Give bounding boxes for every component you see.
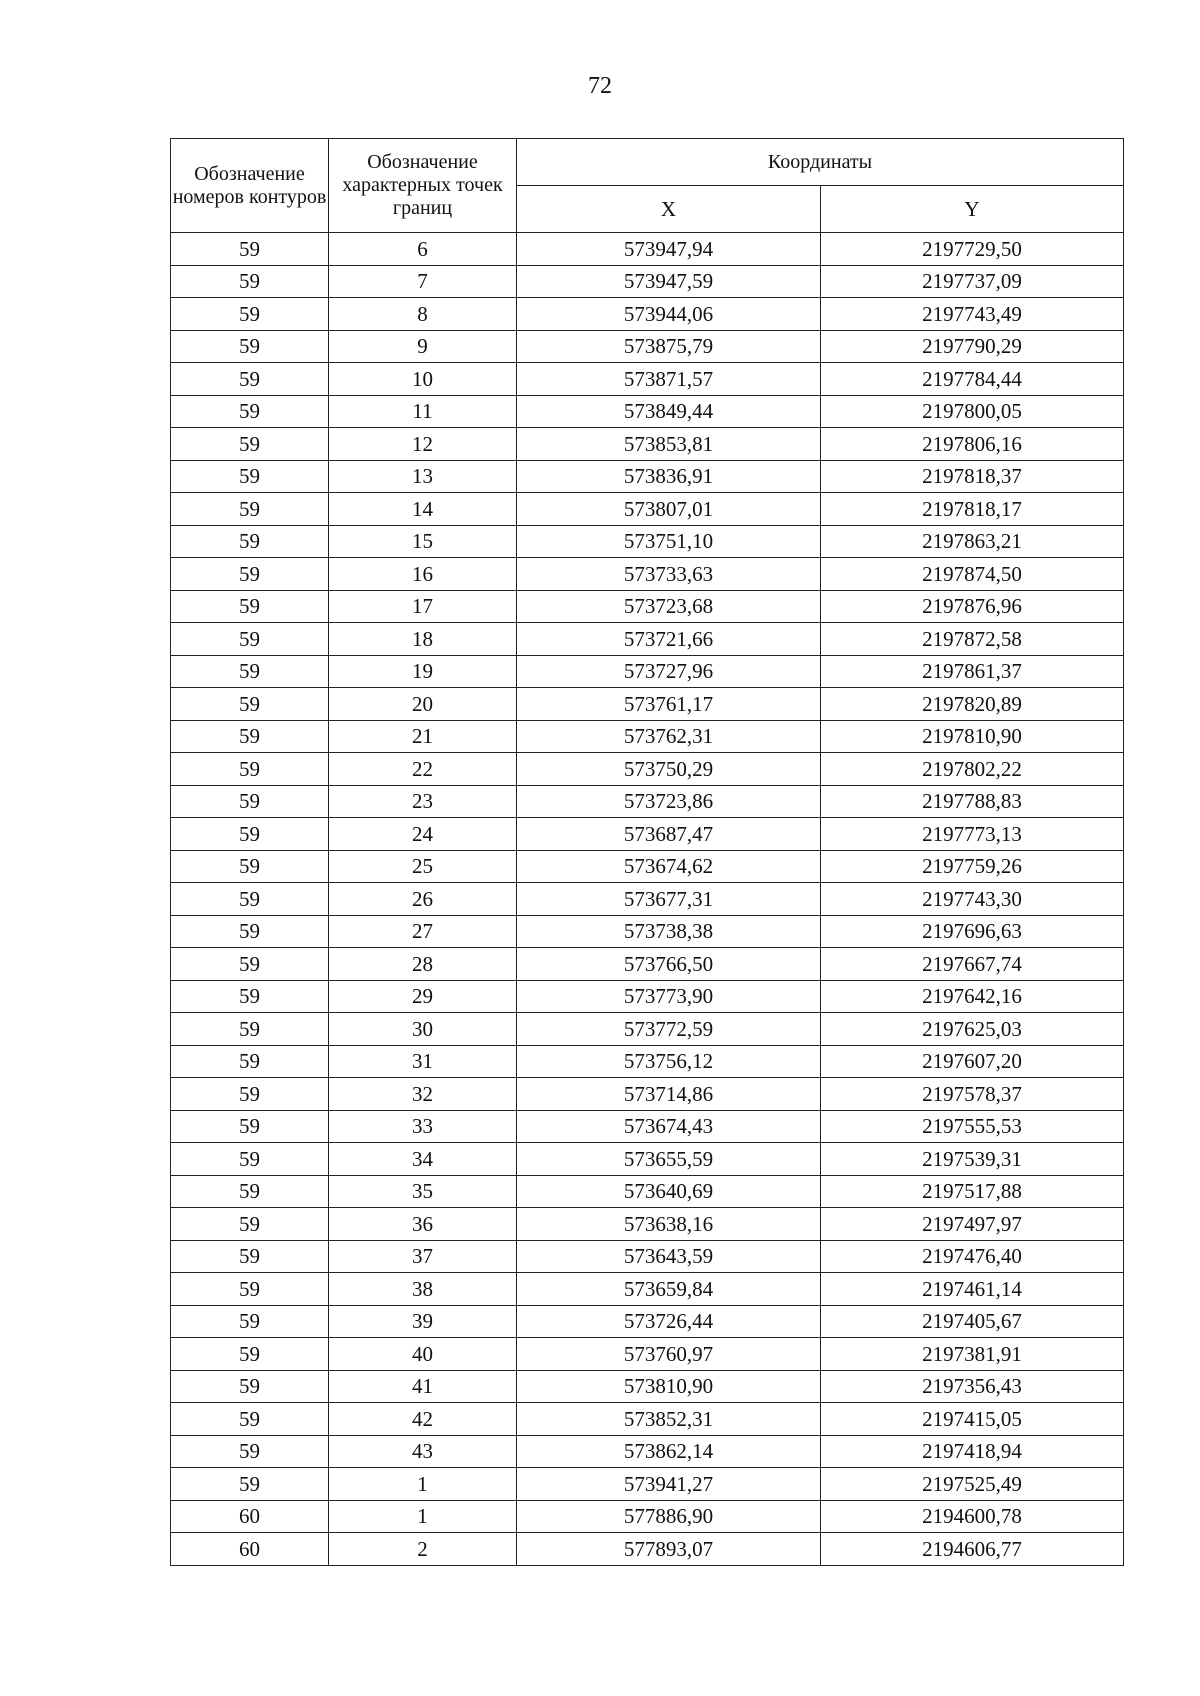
cell-y: 2197861,37 <box>821 655 1124 688</box>
table-row <box>171 1045 1124 1078</box>
cell-x: 573773,90 <box>517 980 821 1013</box>
table-row <box>171 948 1124 981</box>
cell-y: 2197818,37 <box>821 460 1124 493</box>
cell-y: 2197784,44 <box>821 363 1124 396</box>
cell-point: 42 <box>329 1403 517 1436</box>
cell-contour: 59 <box>171 1045 329 1078</box>
cell-x: 573810,90 <box>517 1370 821 1403</box>
cell-point: 43 <box>329 1435 517 1468</box>
table-row <box>171 265 1124 298</box>
cell-point: 24 <box>329 818 517 851</box>
cell-point: 29 <box>329 980 517 1013</box>
cell-point: 28 <box>329 948 517 981</box>
table-row <box>171 1338 1124 1371</box>
cell-contour: 59 <box>171 265 329 298</box>
cell-contour: 59 <box>171 1143 329 1176</box>
cell-point: 18 <box>329 623 517 656</box>
cell-x: 573772,59 <box>517 1013 821 1046</box>
cell-contour: 59 <box>171 785 329 818</box>
cell-contour: 59 <box>171 1338 329 1371</box>
cell-point: 27 <box>329 915 517 948</box>
table-row <box>171 330 1124 363</box>
cell-contour: 59 <box>171 720 329 753</box>
cell-y: 2197625,03 <box>821 1013 1124 1046</box>
cell-x: 573714,86 <box>517 1078 821 1111</box>
cell-y: 2194600,78 <box>821 1500 1124 1533</box>
table-row <box>171 785 1124 818</box>
table-row <box>171 1370 1124 1403</box>
cell-y: 2197759,26 <box>821 850 1124 883</box>
cell-contour: 59 <box>171 525 329 558</box>
table-row <box>171 1468 1124 1501</box>
table-row <box>171 688 1124 721</box>
cell-x: 573674,43 <box>517 1110 821 1143</box>
cell-point: 7 <box>329 265 517 298</box>
table-row <box>171 363 1124 396</box>
cell-point: 21 <box>329 720 517 753</box>
cell-contour: 59 <box>171 883 329 916</box>
cell-x: 573721,66 <box>517 623 821 656</box>
header-point-designation: Обозначение характерных точек границ <box>329 139 517 233</box>
cell-contour: 59 <box>171 1240 329 1273</box>
cell-contour: 59 <box>171 558 329 591</box>
cell-point: 10 <box>329 363 517 396</box>
cell-x: 573852,31 <box>517 1403 821 1436</box>
cell-x: 573750,29 <box>517 753 821 786</box>
cell-y: 2197497,97 <box>821 1208 1124 1241</box>
cell-y: 2197539,31 <box>821 1143 1124 1176</box>
cell-x: 573761,17 <box>517 688 821 721</box>
cell-x: 573643,59 <box>517 1240 821 1273</box>
page-number: 72 <box>588 73 612 99</box>
cell-y: 2197525,49 <box>821 1468 1124 1501</box>
cell-point: 1 <box>329 1500 517 1533</box>
cell-x: 573947,94 <box>517 233 821 266</box>
header-coordinates: Координаты <box>517 139 1124 186</box>
table-row <box>171 1403 1124 1436</box>
cell-contour: 60 <box>171 1500 329 1533</box>
cell-x: 573655,59 <box>517 1143 821 1176</box>
cell-point: 40 <box>329 1338 517 1371</box>
header-y: Y <box>821 186 1124 233</box>
cell-point: 25 <box>329 850 517 883</box>
cell-contour: 59 <box>171 428 329 461</box>
cell-y: 2197810,90 <box>821 720 1124 753</box>
cell-point: 19 <box>329 655 517 688</box>
header-x: X <box>517 186 821 233</box>
cell-y: 2197667,74 <box>821 948 1124 981</box>
cell-x: 573727,96 <box>517 655 821 688</box>
cell-y: 2197788,83 <box>821 785 1124 818</box>
cell-y: 2197405,67 <box>821 1305 1124 1338</box>
cell-y: 2197696,63 <box>821 915 1124 948</box>
cell-x: 573944,06 <box>517 298 821 331</box>
cell-contour: 59 <box>171 590 329 623</box>
cell-contour: 59 <box>171 1013 329 1046</box>
cell-y: 2197381,91 <box>821 1338 1124 1371</box>
cell-point: 16 <box>329 558 517 591</box>
cell-contour: 59 <box>171 688 329 721</box>
table-row <box>171 428 1124 461</box>
cell-x: 573638,16 <box>517 1208 821 1241</box>
cell-x: 573677,31 <box>517 883 821 916</box>
cell-contour: 59 <box>171 1175 329 1208</box>
table-body <box>171 233 1124 1566</box>
cell-y: 2197802,22 <box>821 753 1124 786</box>
cell-y: 2194606,77 <box>821 1533 1124 1566</box>
cell-contour: 59 <box>171 818 329 851</box>
cell-point: 20 <box>329 688 517 721</box>
cell-point: 31 <box>329 1045 517 1078</box>
cell-y: 2197415,05 <box>821 1403 1124 1436</box>
cell-point: 13 <box>329 460 517 493</box>
cell-y: 2197806,16 <box>821 428 1124 461</box>
table-row <box>171 883 1124 916</box>
table-row <box>171 1273 1124 1306</box>
header-contour-designation: Обозначение номеров контуров <box>171 139 329 233</box>
cell-y: 2197607,20 <box>821 1045 1124 1078</box>
cell-x: 573871,57 <box>517 363 821 396</box>
cell-point: 33 <box>329 1110 517 1143</box>
cell-y: 2197876,96 <box>821 590 1124 623</box>
cell-contour: 59 <box>171 363 329 396</box>
cell-x: 573756,12 <box>517 1045 821 1078</box>
cell-x: 573762,31 <box>517 720 821 753</box>
cell-point: 8 <box>329 298 517 331</box>
cell-point: 35 <box>329 1175 517 1208</box>
cell-point: 14 <box>329 493 517 526</box>
cell-point: 1 <box>329 1468 517 1501</box>
cell-point: 30 <box>329 1013 517 1046</box>
table-row <box>171 915 1124 948</box>
table-row <box>171 818 1124 851</box>
table-row <box>171 1013 1124 1046</box>
cell-y: 2197743,49 <box>821 298 1124 331</box>
cell-y: 2197461,14 <box>821 1273 1124 1306</box>
cell-x: 573947,59 <box>517 265 821 298</box>
table-row <box>171 590 1124 623</box>
cell-point: 41 <box>329 1370 517 1403</box>
table-row <box>171 753 1124 786</box>
cell-contour: 59 <box>171 493 329 526</box>
cell-contour: 59 <box>171 1078 329 1111</box>
cell-contour: 59 <box>171 1403 329 1436</box>
cell-x: 573941,27 <box>517 1468 821 1501</box>
cell-y: 2197729,50 <box>821 233 1124 266</box>
cell-x: 573875,79 <box>517 330 821 363</box>
cell-x: 573760,97 <box>517 1338 821 1371</box>
cell-contour: 59 <box>171 1110 329 1143</box>
cell-x: 573726,44 <box>517 1305 821 1338</box>
table-row <box>171 1305 1124 1338</box>
cell-y: 2197790,29 <box>821 330 1124 363</box>
cell-contour: 59 <box>171 1208 329 1241</box>
cell-point: 22 <box>329 753 517 786</box>
cell-y: 2197356,43 <box>821 1370 1124 1403</box>
cell-x: 577893,07 <box>517 1533 821 1566</box>
cell-y: 2197800,05 <box>821 395 1124 428</box>
table-row <box>171 1078 1124 1111</box>
cell-x: 573849,44 <box>517 395 821 428</box>
table-header <box>171 139 1124 233</box>
cell-x: 573659,84 <box>517 1273 821 1306</box>
cell-y: 2197874,50 <box>821 558 1124 591</box>
cell-x: 577886,90 <box>517 1500 821 1533</box>
cell-contour: 59 <box>171 1370 329 1403</box>
table-row <box>171 1533 1124 1566</box>
cell-point: 32 <box>329 1078 517 1111</box>
cell-y: 2197418,94 <box>821 1435 1124 1468</box>
cell-x: 573640,69 <box>517 1175 821 1208</box>
cell-point: 37 <box>329 1240 517 1273</box>
cell-point: 12 <box>329 428 517 461</box>
cell-contour: 59 <box>171 233 329 266</box>
cell-contour: 59 <box>171 850 329 883</box>
cell-y: 2197743,30 <box>821 883 1124 916</box>
cell-point: 38 <box>329 1273 517 1306</box>
cell-x: 573674,62 <box>517 850 821 883</box>
cell-x: 573836,91 <box>517 460 821 493</box>
cell-y: 2197872,58 <box>821 623 1124 656</box>
cell-contour: 59 <box>171 1435 329 1468</box>
cell-y: 2197737,09 <box>821 265 1124 298</box>
cell-y: 2197578,37 <box>821 1078 1124 1111</box>
cell-x: 573738,38 <box>517 915 821 948</box>
coordinates-table <box>170 138 1124 1566</box>
table-row <box>171 1240 1124 1273</box>
table-row <box>171 850 1124 883</box>
cell-x: 573853,81 <box>517 428 821 461</box>
cell-x: 573766,50 <box>517 948 821 981</box>
cell-contour: 59 <box>171 980 329 1013</box>
table-row <box>171 655 1124 688</box>
cell-x: 573733,63 <box>517 558 821 591</box>
cell-contour: 59 <box>171 948 329 981</box>
cell-y: 2197476,40 <box>821 1240 1124 1273</box>
cell-contour: 59 <box>171 1305 329 1338</box>
cell-contour: 59 <box>171 330 329 363</box>
table-row <box>171 233 1124 266</box>
cell-point: 9 <box>329 330 517 363</box>
table-row <box>171 493 1124 526</box>
cell-point: 11 <box>329 395 517 428</box>
table-row <box>171 558 1124 591</box>
cell-contour: 59 <box>171 915 329 948</box>
table-row <box>171 1175 1124 1208</box>
cell-y: 2197773,13 <box>821 818 1124 851</box>
cell-y: 2197820,89 <box>821 688 1124 721</box>
cell-x: 573687,47 <box>517 818 821 851</box>
table-row <box>171 395 1124 428</box>
cell-point: 2 <box>329 1533 517 1566</box>
cell-point: 39 <box>329 1305 517 1338</box>
table-row <box>171 1500 1124 1533</box>
cell-contour: 59 <box>171 298 329 331</box>
cell-point: 17 <box>329 590 517 623</box>
table-row <box>171 1110 1124 1143</box>
cell-contour: 59 <box>171 623 329 656</box>
cell-x: 573862,14 <box>517 1435 821 1468</box>
cell-point: 34 <box>329 1143 517 1176</box>
cell-y: 2197517,88 <box>821 1175 1124 1208</box>
table-row <box>171 1143 1124 1176</box>
cell-y: 2197863,21 <box>821 525 1124 558</box>
cell-contour: 59 <box>171 460 329 493</box>
table-row <box>171 623 1124 656</box>
cell-contour: 59 <box>171 395 329 428</box>
cell-point: 26 <box>329 883 517 916</box>
cell-contour: 59 <box>171 753 329 786</box>
cell-x: 573723,68 <box>517 590 821 623</box>
cell-x: 573751,10 <box>517 525 821 558</box>
cell-contour: 59 <box>171 1468 329 1501</box>
cell-point: 15 <box>329 525 517 558</box>
cell-y: 2197642,16 <box>821 980 1124 1013</box>
cell-x: 573807,01 <box>517 493 821 526</box>
table-row <box>171 525 1124 558</box>
cell-contour: 60 <box>171 1533 329 1566</box>
table-row <box>171 1208 1124 1241</box>
cell-point: 6 <box>329 233 517 266</box>
table-row <box>171 720 1124 753</box>
table-row <box>171 1435 1124 1468</box>
table-row <box>171 980 1124 1013</box>
cell-contour: 59 <box>171 1273 329 1306</box>
cell-y: 2197818,17 <box>821 493 1124 526</box>
table-row <box>171 460 1124 493</box>
cell-contour: 59 <box>171 655 329 688</box>
cell-point: 36 <box>329 1208 517 1241</box>
cell-y: 2197555,53 <box>821 1110 1124 1143</box>
cell-point: 23 <box>329 785 517 818</box>
cell-x: 573723,86 <box>517 785 821 818</box>
table-row <box>171 298 1124 331</box>
